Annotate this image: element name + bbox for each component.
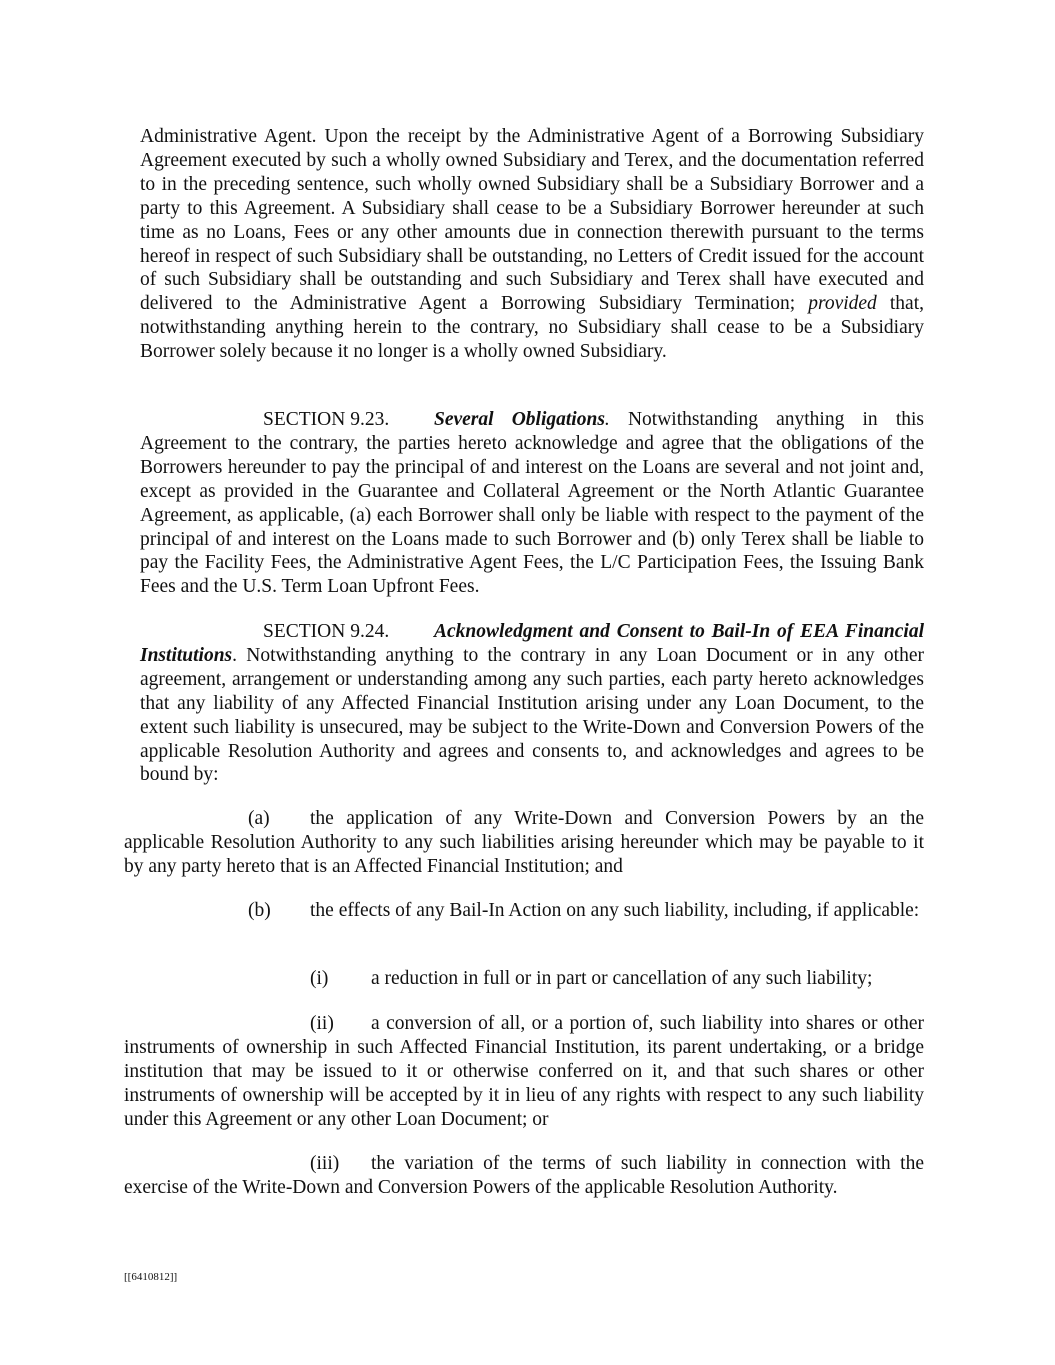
- section-heading-period: .: [232, 644, 238, 666]
- clause-iii: [124, 1152, 924, 1200]
- section-heading: Several Obligations: [434, 409, 605, 430]
- clause-ii: [124, 1012, 924, 1132]
- clause-text: the application of any Write-Down and Conversion Powers by an the applicable Resolution Authority to any such liabilities arising hereunder which may be payable to it by any party hereto that is an Affected Financial Institution; and: [124, 808, 924, 877]
- paragraph-text: Administrative Agent. Upon the receipt by the Administrative Agent of a Borrowing Subsidiary Agreement executed by such a wholly owned Subsidiary and Terex, and the documentation referred to in the preceding sentence, such wholly owned Subsidiary shall be a Subsidiary Borrower and a party to this Agreement. A Subsidiary shall cease to be a Subsidiary Borrower hereunder at such time as no Loans, Fees or any other amounts due in connection therewith pursuant to the terms hereof in respect of such Subsidiary shall be outstanding, no Letters of Credit issued for the account of such Subsidiary shall be outstanding and such Subsidiary and Terex shall have executed and delivered to the Administrative Agent a Borrowing Subsidiary Termination;: [140, 126, 924, 315]
- clause-label: (iii): [310, 1153, 340, 1174]
- section-heading-period: .: [604, 409, 610, 430]
- section-heading: Acknowledgment and Consent to Bail-In of EEA Financial Institutions: [140, 621, 924, 666]
- clause-a: [124, 807, 924, 879]
- clause-label: (b): [248, 900, 271, 921]
- clause-text: a reduction in full or in part or cancellation of any such liability;: [371, 968, 873, 989]
- section-body: Notwithstanding anything to the contrary in any Loan Document or in any other agreement, arrangement or understanding among any such parties, each party hereto acknowledges that any liability of any Affected Financial Institution arising under any Loan Document, to the extent such liability is unsecured, may be subject to the Write-Down and Conversion Powers of the applicable Resolution Authority and agrees and consents to, and acknowledges and agrees to be bound by:: [140, 644, 924, 786]
- section-9-24: [140, 620, 924, 787]
- section-body: Notwithstanding anything in this Agreement to the contrary, the parties hereto acknowledge and agree that the obligations of the Borrowers hereunder to pay the principal of and interest on the Loans are several and not joint and, except as provided in the Guarantee and Collateral Agreement or the North Atlantic Guarantee Agreement, as applicable, (a) each Borrower shall only be liable with respect to the payment of the principal of and interest on the Loans made to such Borrower and (b) only Terex shall be liable to pay the Facility Fees, the Administrative Agent Fees, the L/C Participation Fees, the Issuing Bank Fees and the U.S. Term Loan Upfront Fees.: [140, 409, 924, 598]
- emphasis-provided: provided: [808, 293, 877, 315]
- paragraph-continuation: [140, 125, 924, 364]
- clause-label: (ii): [310, 1013, 334, 1034]
- clause-label: (i): [310, 968, 329, 989]
- footer-doc-id: [[6410812]]: [124, 1271, 178, 1283]
- clause-text: the effects of any Bail-In Action on any such liability, including, if applicable:: [310, 900, 920, 921]
- section-9-23: [140, 408, 924, 599]
- clause-b: [124, 899, 924, 923]
- clause-text: the variation of the terms of such liability in connection with the exercise of the Write-Down and Conversion Powers of the applicable Resolution Authority.: [124, 1153, 924, 1198]
- clause-label: (a): [248, 808, 270, 829]
- section-number: SECTION 9.23.: [263, 409, 390, 430]
- section-number: SECTION 9.24.: [263, 621, 390, 642]
- clause-text: a conversion of all, or a portion of, such liability into shares or other instruments of ownership in such Affected Financial Institution, its parent undertaking, or a bridge institution that may be issued to it or otherwise conferred on it, and that such shares or other instruments of ownership will be accepted by it in lieu of any rights with respect to any such liability under this Agreement or any other Loan Document; or: [124, 1013, 924, 1130]
- clause-i: [124, 967, 924, 991]
- paragraph-text: that, notwithstanding anything herein to the contrary, no Subsidiary shall cease to be a Subsidiary Borrower solely because it no longer is a wholly owned Subsidiary.: [140, 293, 924, 363]
